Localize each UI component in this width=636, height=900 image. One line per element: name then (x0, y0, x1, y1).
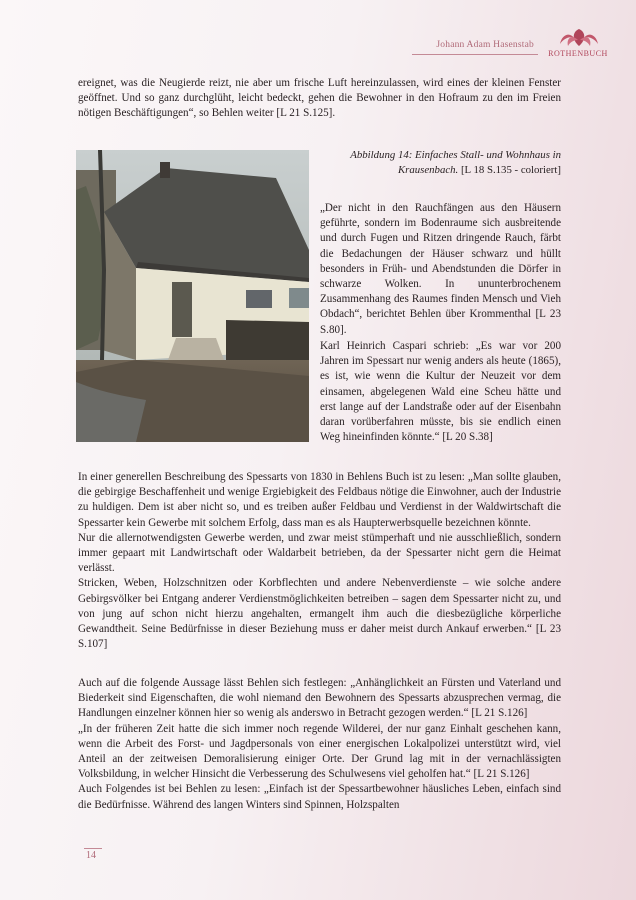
intro-paragraph (78, 76, 561, 122)
lotus-flower-icon (554, 28, 604, 48)
paragraph: Auch auf die folgende Aussage lässt Behlen sich festlegen: „Anhänglichkeit an Fürsten und Vaterland und Biederkeit sind Eigenschaften, die wohl niemand den Bewohnern des Spessarts abzusprechen vermag, die Handlungen einzelner können hier so wenig als anderswo in Betracht gezogen werden.“ [L 21 S.126] (78, 677, 561, 720)
paragraph: „In der früheren Zeit hatte die sich immer noch regende Wilderei, der nur ganz Einhalt geschehen kann, wenn die Arbeit des Forst- und Jagdpersonals von einer energischen Lokalpolizei unterstützt wird, viel Anteil an der zeitweisen Demoralisierung einiger Orte. Der Grund lag mit in der vernachlässigten Volksbildung, in welcher Hinsicht die Verbesserung des Schulwesens viel geholfen hat.“ [L 21 S.126] (78, 722, 561, 781)
caption-title: Abbildung 14: Einfaches Stall- und Wohnhaus in Krausenbach. (350, 149, 561, 176)
logo-text: ROTHENBUCH (548, 49, 608, 58)
header-rule (412, 54, 538, 55)
page-number: 14 (86, 850, 96, 861)
paragraph: Stricken, Weben, Holzschnitzen oder Korbflechten und andere Nebenverdienste – wie solche andere Gebirgsvölker bei Entgang anderer Verdienstmöglichkeiten betreiben – sagen dem Spessarter nicht zu, und von jung auf schon nicht hierzu angehalten, ermangelt ihm auch die diesbezügliche körperliche Gewandtheit. Seine Bedürfnisse in dieser Beziehung muss er daher meist durch Ankauf erwerben.“ [L 23 S.107] (78, 577, 561, 651)
paragraph: In einer generellen Beschreibung des Spessarts von 1830 in Behlens Buch ist zu lesen: „Man sollte glauben, die gebirgige Beschaffenheit und wenige Ergiebigkeit des Feldbaus nötige die Einwohner, auch der Industrie zu huldigen. Dem ist aber nicht so, und es treiben außer Feldbau und Verdienst in der Waldwirtschaft die Spessarter kein Gewerbe mit solchem Erfolg, dass man es als Haupterwerbsquelle bezeichnen könnte. (78, 471, 561, 529)
side-quote-1 (320, 201, 561, 338)
paragraph: Nur die allernotwendigsten Gewerbe werden, und zwar meist stümperhaft und nie ausschließlich, sondern immer gepaart mit Landwirtschaft oder Waldarbeit betrieben, da der Spessarter nicht gern die Heimat verlässt. (78, 531, 561, 575)
caption-ref: [L 18 S.135 - coloriert] (460, 164, 561, 176)
main-text-block-2 (78, 676, 561, 813)
house-photo (76, 150, 309, 442)
paragraph: Auch Folgendes ist bei Behlen zu lesen: „Einfach ist der Spessartbewohner häusliches Leben, einfach sind die Bedürfnisse. Während des langen Winters sind Spinnen, Holzspalten (78, 783, 561, 811)
side-quote-1-text: „Der nicht in den Rauchfängen aus den Häusern geführte, sondern im Bodenraume sich ausbreitende und durch Fugen und Ritzen dringende Rauch, färbt die Bedachungen der Häuser schwarz und hüllt besonders in Früh- und Abendstunden die Dörfer in schwarze Wolken. In ununterbrochenem Zusammenhang des Raumes finden Mensch und Vieh Obdach“, berichtet Behlen über Krommenthal [L 23 S.80]. (320, 202, 561, 336)
rothenbuch-logo (538, 28, 618, 64)
page-number-rule (84, 848, 102, 849)
intro-text: ereignet, was die Neugierde reizt, nie aber um frische Luft hereinzulassen, wird eines der kleinen Fenster geöffnet. Und so ganz durchglüht, leicht bedeckt, gehen die Bewohner in den Hofraum zu den im Freien nötigen Beschäftigungen“, so Behlen weiter [L 21 S.125]. (78, 77, 561, 120)
header-author: Johann Adam Hasenstab (436, 40, 534, 50)
figure-caption (320, 148, 561, 178)
page-header (370, 28, 630, 64)
main-text-block-1 (78, 470, 561, 652)
side-quote-2-text: Karl Heinrich Caspari schrieb: „Es war vor 200 Jahren im Spessart nur wenig anders als heute (1865), es ist, wie wenn die Kultur der Neuzeit vor dem einsamen, abgelegenen Wald eine Scheu hätte und erst lange auf der Landstraße oder auf der Eisenbahn daran vorüberfahren müsste, bis sie endlich einen Weg hineinfinden könnte.“ [L 20 S.38] (320, 340, 561, 444)
side-quote-2 (320, 339, 561, 445)
